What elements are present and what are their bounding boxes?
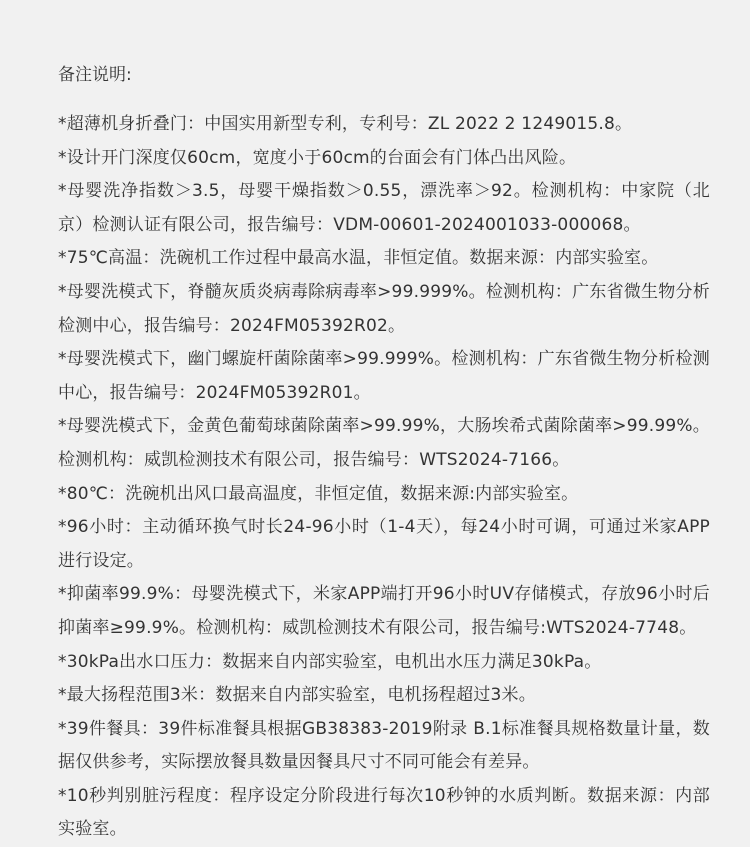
notes-heading: 备注说明:	[58, 65, 132, 85]
notes-list	[58, 108, 710, 847]
note-item: *最大扬程范围3米：数据来自内部实验室，电机扬程超过3米。	[58, 685, 536, 706]
note-item: *75℃高温：洗碗机工作过程中最高水温，非恒定值。数据来源：内部实验室。	[58, 248, 659, 269]
note-item: *96小时：主动循环换气时长24-96小时（1-4天），每24小时可调，可通过米家APP进行设定。	[58, 517, 710, 571]
note-item: *设计开门深度仅60cm，宽度小于60cm的台面会有门体凸出风险。	[58, 147, 577, 168]
note-item: *抑菌率99.9%：母婴洗模式下，米家APP端打开96小时UV存储模式，存放96小时后抑菌率≥99.9%。检测机构：威凯检测技术有限公司，报告编号:WTS2024-7748。	[58, 584, 710, 638]
note-item: *30kPa出水口压力：数据来自内部实验室，电机出水压力满足30kPa。	[58, 651, 602, 672]
note-item: *80℃：洗碗机出风口最高温度，非恒定值，数据来源:内部实验室。	[58, 483, 579, 504]
note-item: *超薄机身折叠门：中国实用新型专利，专利号：ZL 2022 2 1249015.8。	[58, 114, 633, 134]
note-item: *10秒判别脏污程度：程序设定分阶段进行每次10秒钟的水质判断。数据来源：内部实验室。	[58, 785, 710, 840]
note-item: *母婴洗模式下，金黄色葡萄球菌除菌率>99.99%，大肠埃希式菌除菌率>99.99%。检测机构：威凯检测技术有限公司，报告编号：WTS2024-7166。	[58, 416, 710, 470]
note-item: *39件餐具：39件标准餐具根据GB38383-2019附录 B.1标准餐具规格数量计量，数据仅供参考，实际摆放餐具数量因餐具尺寸不同可能会有差异。	[58, 718, 710, 773]
note-item: *母婴洗模式下，幽门螺旋杆菌除菌率>99.999%。检测机构：广东省微生物分析检测中心，报告编号：2024FM05392R01。	[58, 349, 710, 403]
note-item: *母婴洗模式下，脊髓灰质炎病毒除病毒率>99.999%。检测机构：广东省微生物分析检测中心，报告编号：2024FM05392R02。	[58, 281, 710, 336]
note-item: *母婴洗净指数＞3.5，母婴干燥指数＞0.55，漂洗率＞92。检测机构：中家院（北京）检测认证有限公司，报告编号：VDM-00601-2024001033-000068。	[58, 181, 710, 235]
